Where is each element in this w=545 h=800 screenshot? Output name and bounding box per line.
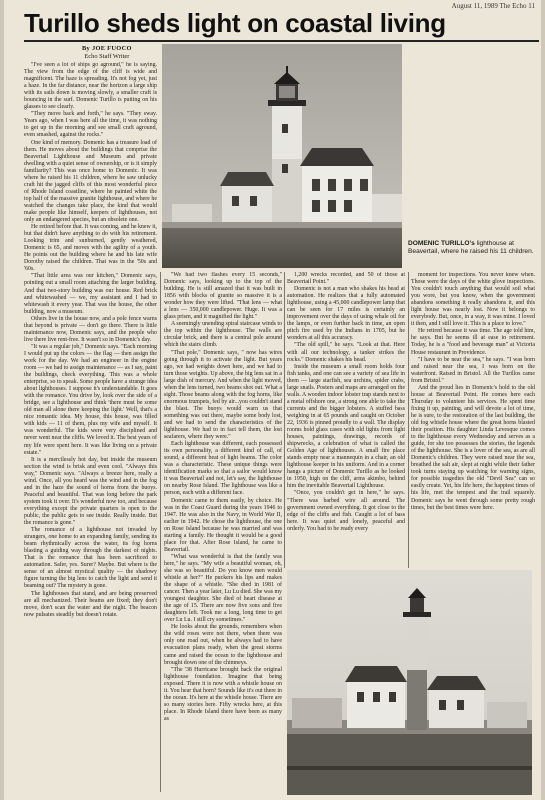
headline: Turillo sheds light on coastal living [24, 8, 446, 38]
column-rule [284, 272, 285, 568]
paragraph: One kind of memory. Domenic has a treasure load of them. He moves about the buildings that comprise the Beavertail Lighthouse and Museum and private dwelling with a quiet sense of ownership, or is it simply familiarity? This was once home to Domenic. It was where he raised his 11 children, where he saw unlucky craft hit the jagged cliffs of this most wonderful piece of Rhode Island coastline, where he painted white the top half of the massive granite lighthouse, and where he watched the changes take place, the kind that would make people like himself, keepers of lighthouses, not only an endangered species, but an obsolete one. [24, 139, 157, 224]
paragraph: A seemingly unending spiral staircase winds to the top within the lighthouse. The walls are circular brick, and there is a central pole around which the stairs climb. [164, 321, 282, 349]
article-column-4 [411, 272, 535, 568]
historic-photo-illustration [287, 570, 532, 795]
paragraph: And the proud lies in Domenic's hold to the old house at Beavertail Point. He comes here each Thursday to volunteer his services. He spent time fixing it up, painting, and will devote a lot of time, he is sure, to the restoration of the last building, the old fog whistle house where the great horns blasted their position. His daughter Linda Levesque comes to the lighthouse every Wednesday and serves as a guide, for she too possesses the stories, the legends of the lighthouse. She is a lover of the sea, as are all Domenic's children. They were raised near the sea, breathed the salt air, slept at night while their father took turns staying up watching for warning signs, for possible tragedies the old "Devil Sea" can so easily create. Yet, his life here, the happiest times of his life, met the tempest and the trail squarely. Domenic says he went through some pretty rough times, but the best times were here. [411, 384, 535, 511]
paragraph: Each lighthouse was different, each possessed its own personality, a different kind of call, of sound, a different beat of light beams. The color was a characteristic. These unique things were identification marks so that a sailor would know it was Beavertail and not, let's say, the lighthouse on nearby Rose Island. The lighthouse was like a person, each with a different face. [164, 441, 282, 497]
paragraph: He looks about the grounds, remembers when the wild roses were not there, when there was only one road out, when he always had to have evacuation plans ready, when the great storms came and raised the ocean to the lighthouse and brought down one of the chimneys. [164, 624, 282, 666]
paragraph: Domenic is not a man who shakes his head at automation. He realizes that a fully automated lighthouse, using a 45,000 candlepower lamp that can be seen for 17 miles is certainly an improvement over the days of using whale oil for the lamps, or even further back in time, an open pitch fire used by the Indians in 1705, but he wonders at all this accuracy. [287, 286, 405, 342]
paragraph: "That little area was our kitchen," Domenic says, pointing out a small room attaching the larger building. And that two-story building was our house. Red brick and whitewashed — we, my assistant and I had to whitewash it every year. That was the house, the other building, now a museum. [24, 273, 157, 315]
paragraph: "What was wonderful is that the family was here," he says. "My wife a beautiful woman, oh, she was so beautiful. Do you know men would whistle at her?" He puckers his lips and makes the shape of a whistle. "She died in 1981 of cancer. Then a year later, Lu Lu died. She was my youngest daughter. She died of heart disease at the age of 15. There are now five sons and five daughters left. Took me a long, long time to get over Lu Lu. I still cry sometimes." [164, 553, 282, 624]
byline-title: Echo Staff Writer [84, 52, 130, 60]
column-rule [160, 272, 161, 792]
lighthouse-photo-illustration [162, 44, 402, 268]
paragraph: "I've seen a lot of ships go aground," he is saying. The view from the edge of the cliff is wide and magnificent. The haze is spreading. It's not fog yet, just a haze. In the far distance, near the horizon a large ship with its sails down is moving slowly, a smaller craft is bouncing in the surf. Domenic Turillo is putting on his glasses to see clearly. [24, 62, 157, 111]
paragraph: "The old spill," he says. "Look at that. Here with all our technology, a tanker strikes the rocks." Domenic shakes his head. [287, 342, 405, 363]
paragraph: "That pole," Domenic says, " now has wires going through it to activate the light. But years ago, we had weights down here, and we had to turn those weights. Up above, the big lens sat in a large dish of mercury. And when the light moved, when the lens turned, two beams shot out. What a sight. Those beams along with the fog horns, like enormous trumpets, fed by air...you couldn't stand the blast. The buoys would warn us that something was out there, maybe some body lost, and we had to send the characteristics of the lighthouse. We had to in fact tell them, the lost seafarers, where they were." [164, 349, 282, 441]
paragraph: 1,200 wrecks recorded, and 50 of those at Beavertail Point." [287, 272, 405, 286]
byline [82, 45, 132, 60]
paragraph: The lighthouses that stand, and are being preserved are all mechanized. Their beams are fixed; they don't move, don't scan the water and the night. The beacon now pulsates steadily but doesn't rotate. [24, 590, 157, 618]
lighthouse-historic-photo [287, 570, 532, 795]
paragraph: "It was a regular job," Domenic says. "Each morning I would put up the colors — the flag — then assign the work for the day. We had an engineer in the engine room — we had to assign maintenance — as I say, paint the buildings, check everything. This was a whole enterprise, so to speak. Some people have a strange idea about lighthouses. I suppose it's understandable. It goes with the romance. You drive by, look over the side of a bridge, see a lighthouse and think 'there must be some old man all alone there keeping the light.' Well, that's a nice romantic idea. My house, this house, was filled with kids — 11 of them, plus my wife and myself. It was wonderful. The kids were very disciplined and never went near the cliffs. We loved it. The best years of my life were spent here. It was like living on a private estate." [24, 343, 157, 456]
lighthouse-photo [162, 44, 402, 268]
paragraph: Inside the museum a small room holds four fish tanks, and one can see a variety of sea life in them — large starfish, sea urchins, spider crabs, large snails. Posters and maps are arranged on the walls. A wooden indoor lobster trap stands next to a metal offshore one, a strong one able to take the currents and the bigger lobsters. A stuffed bass weighing in at 65 pounds and caught on October 22, 1936 is pinned proudly to a wall. The display rooms hold glass cases with old lights from light houses, paintings, drawings, records of shipwrecks, a celebration of what is called the Golden Age of lighthouses. A small fire place stands empty near a mannequin in a chair, an old lighthouse keeper in his uniform. And in a corner hangs a picture of Domenic Turillo as he looked in 1950, high on the cliff, arms akimbo, behind him the inevitable Beavertail Lighthouse. [287, 363, 405, 490]
paragraph: He retired before that. It was coming, and he knew it, but that didn't have anything to do with his retirement. Looking trim and sunburned, gently weathered, Domenic is 65, and moves with the agility of a youth. He points out the building where he and his late wife Dorothy raised the children. That was in the '50s and '60s. [24, 224, 157, 273]
paragraph: "I have to be near the sea," he says. "I was born and raised near the sea, I was born on the waterfront. Raised in Bristol. All the Turillos came from Bristol." [411, 356, 535, 384]
article-column-2 [164, 272, 282, 792]
newspaper-page [4, 0, 541, 800]
paragraph: moment for inspections. You never knew when. Those were the days of the white glove inspections. You couldn't touch anything that would soil what you wore, but you know, when the government abandons something it really abandons it, and this light house was nearly lost. Now it belongs to everybody. But, once, in a way, it was mine. I loved it then, and I still love it. This is a place to love." [411, 272, 535, 328]
paragraph: Domenic came to them easily, by choice. He was in the Coast Guard during the years 1946 to 1947. He was also in the Navy, in World War II, earlier in 1942. He chose the lighthouse, the one on Rose Island because he was married and was starting a family. He thought it would be a good place for that. After Rose Island, he came to Beavertail. [164, 497, 282, 553]
article-column-1 [24, 62, 157, 794]
caption-name: DOMENIC TURILLO's [408, 240, 475, 247]
paragraph: Others live in the house now, and a pole fence warns that beyond is private — don't go there. There is little maintenance now, Domenic says, and the people who live there live rent-free. It wasn't so in Domenic's day. [24, 315, 157, 343]
paragraph: The romance of a lighthouse not invaded by strangers, one home to an expanding family, sending its beam rhythmically across the water, its fog horns blasting a guiding way through the darkest of nights. That is the romance that has been sacrificed to automation. Safer, yes. Surer? Maybe. But where is the sense of an almost mystical quality — the shadowy figure turning the big lens to catch the light and send it beaming out? The mystery is gone. [24, 527, 157, 590]
paragraph: He retired because it was time. The age told him, he says. But he seems ill at ease in retirement. Today, he is a "food and beverage man" at Victoria House restaurant in Providence. [411, 328, 535, 356]
byline-name: By JOE FUOCO [82, 45, 132, 52]
paragraph: It is a mercilessly hot day, but inside the museum section the wind is brisk and even cool. "Always this way," Domenic says. "Always a breeze here, really a wind. Once, all you heard was the wind and in the fog and in the haze the sound of horns from the buoys. Peaceful and beautiful. That was long before the park system took it over. It's wonderful now too, and because everything except the private quarters is open to the public, the public gets to see inside. Really inside. But the romance is gone." [24, 456, 157, 527]
caption-text: lighthouse at Beavertail, where he raised his 11 children. [408, 240, 534, 255]
column-rule [408, 272, 409, 568]
article-column-3 [287, 272, 405, 568]
paragraph: "Once, you couldn't get in here," he says. "There was barbed wire all around. The government owned everything. It got close to the edge of the cliffs and fish. Caught a lot of bass here. It was quiet and lonely, peaceful and orderly. You had to be ready every [287, 490, 405, 532]
paragraph: "The '38 Hurricane brought back the original lighthouse foundation. Imagine that being exposed. There it is now with a whistle house on it. You hear that horn? Sounds like it's out there in the ocean. It's here at the whistle house. There are so many stories here. Fifty wrecks here, at this place. In Rhode Island there have been as many as [164, 666, 282, 722]
dateline: August 11, 1989 The Echo 11 [451, 2, 535, 10]
paragraph: "We had two flashes every 15 seconds," Domenic says, looking up to the top of the building. He is still amazed that it was built in 1856 with blocks of granite so massive it is a wonder how they were lifted. "That lens — what a lens — 350,000 candlepower. Huge. It was a glass prism, and it magnified the light." [164, 272, 282, 321]
photo-caption [408, 240, 534, 255]
headline-rule [24, 40, 539, 42]
paragraph: "They move back and forth," he says. "They sway. Years ago, when I was here all the time, it was nothing to get up in the morning and see small craft aground, even smashed, against the rocks." [24, 111, 157, 139]
